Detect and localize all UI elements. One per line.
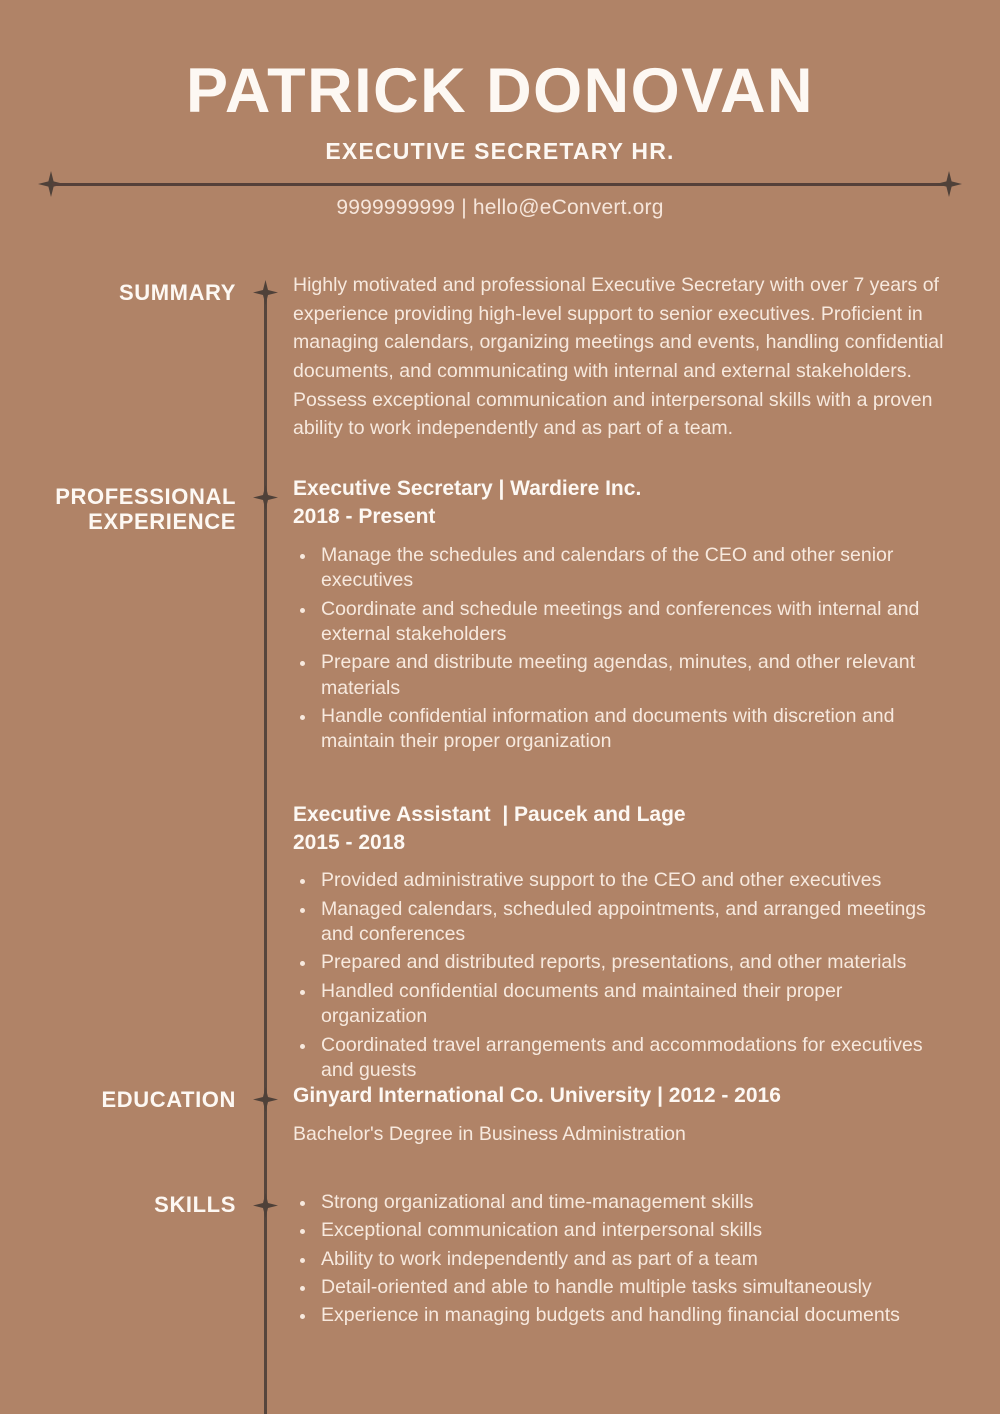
list-item: Strong organizational and time-management skills: [293, 1190, 948, 1215]
list-item: Ability to work independently and as part of a team: [293, 1247, 948, 1272]
section-label-skills: SKILLS: [154, 1192, 236, 1217]
experience-entry: [293, 801, 948, 1084]
experience-bullet-list: [293, 868, 948, 1083]
list-item: Prepare and distribute meeting agendas, minutes, and other relevant materials: [293, 650, 948, 701]
four-point-star-icon-right: [936, 171, 962, 197]
header-divider: [0, 170, 1000, 198]
section-label-experience: [0, 484, 236, 535]
section-summary: [0, 262, 1000, 472]
list-item: Managed calendars, scheduled appointments, and arranged meetings and conferences: [293, 897, 948, 948]
education-degree: Bachelor's Degree in Business Administration: [293, 1122, 686, 1145]
experience-job-dates: 2015 - 2018: [293, 830, 406, 854]
list-item: Coordinate and schedule meetings and conferences with internal and external stakeholders: [293, 597, 948, 648]
section-skills: [0, 1190, 1000, 1370]
experience-job-dates: 2018 - Present: [293, 504, 436, 528]
list-item: Handled confidential documents and maintained their proper organization: [293, 979, 948, 1030]
summary-text: Highly motivated and professional Executive Secretary with over 7 years of experience providing high-level support to senior executives. Proficient in managing calendars, organizing meetings and events, handling confidential documents, and communicating with internal and external stakeholders. Possess exceptional communication and interpersonal skills with a proven ability to work independently and as part of a team.: [293, 274, 944, 440]
four-point-star-icon-education: [253, 1087, 278, 1112]
list-item: Manage the schedules and calendars of the CEO and other senior executives: [293, 543, 948, 594]
section-label-experience-line2: EXPERIENCE: [88, 509, 236, 535]
education-school: Ginyard International Co. University | 2012 - 2016: [293, 1084, 781, 1107]
four-point-star-icon-skills: [253, 1193, 278, 1218]
divider-line: [52, 183, 948, 186]
resume-header: [0, 0, 1000, 165]
job-title: EXECUTIVE SECRETARY HR.: [325, 138, 675, 165]
list-item: Exceptional communication and interpersonal skills: [293, 1218, 948, 1243]
skills-list: [293, 1190, 948, 1329]
list-item: Experience in managing budgets and handling financial documents: [293, 1303, 948, 1328]
section-label-summary: SUMMARY: [118, 280, 236, 305]
list-item: Prepared and distributed reports, presentations, and other materials: [293, 950, 948, 975]
experience-bullet-list: [293, 543, 948, 755]
contact-line[interactable]: 9999999999 | hello@eConvert.org: [336, 196, 664, 219]
section-education: [0, 1082, 1000, 1190]
resume-body: [0, 262, 1000, 1370]
experience-entry: [293, 475, 948, 755]
list-item: Provided administrative support to the CEO and other executives: [293, 868, 948, 893]
list-item: Coordinated travel arrangements and accommodations for executives and guests: [293, 1033, 948, 1084]
section-label-experience-line1: PROFESSIONAL: [55, 484, 236, 509]
page-title: PATRICK DONOVAN: [186, 56, 814, 126]
list-item: Handle confidential information and documents with discretion and maintain their proper organization: [293, 704, 948, 755]
section-experience: [0, 472, 1000, 1082]
four-point-star-icon-summary: [253, 280, 278, 305]
four-point-star-icon-experience: [253, 485, 278, 510]
experience-job-title: Executive Secretary | Wardiere Inc.: [293, 477, 642, 500]
experience-job-title: Executive Assistant | Paucek and Lage: [293, 802, 686, 826]
list-item: Detail-oriented and able to handle multiple tasks simultaneously: [293, 1275, 948, 1300]
section-label-education: EDUCATION: [101, 1087, 236, 1112]
